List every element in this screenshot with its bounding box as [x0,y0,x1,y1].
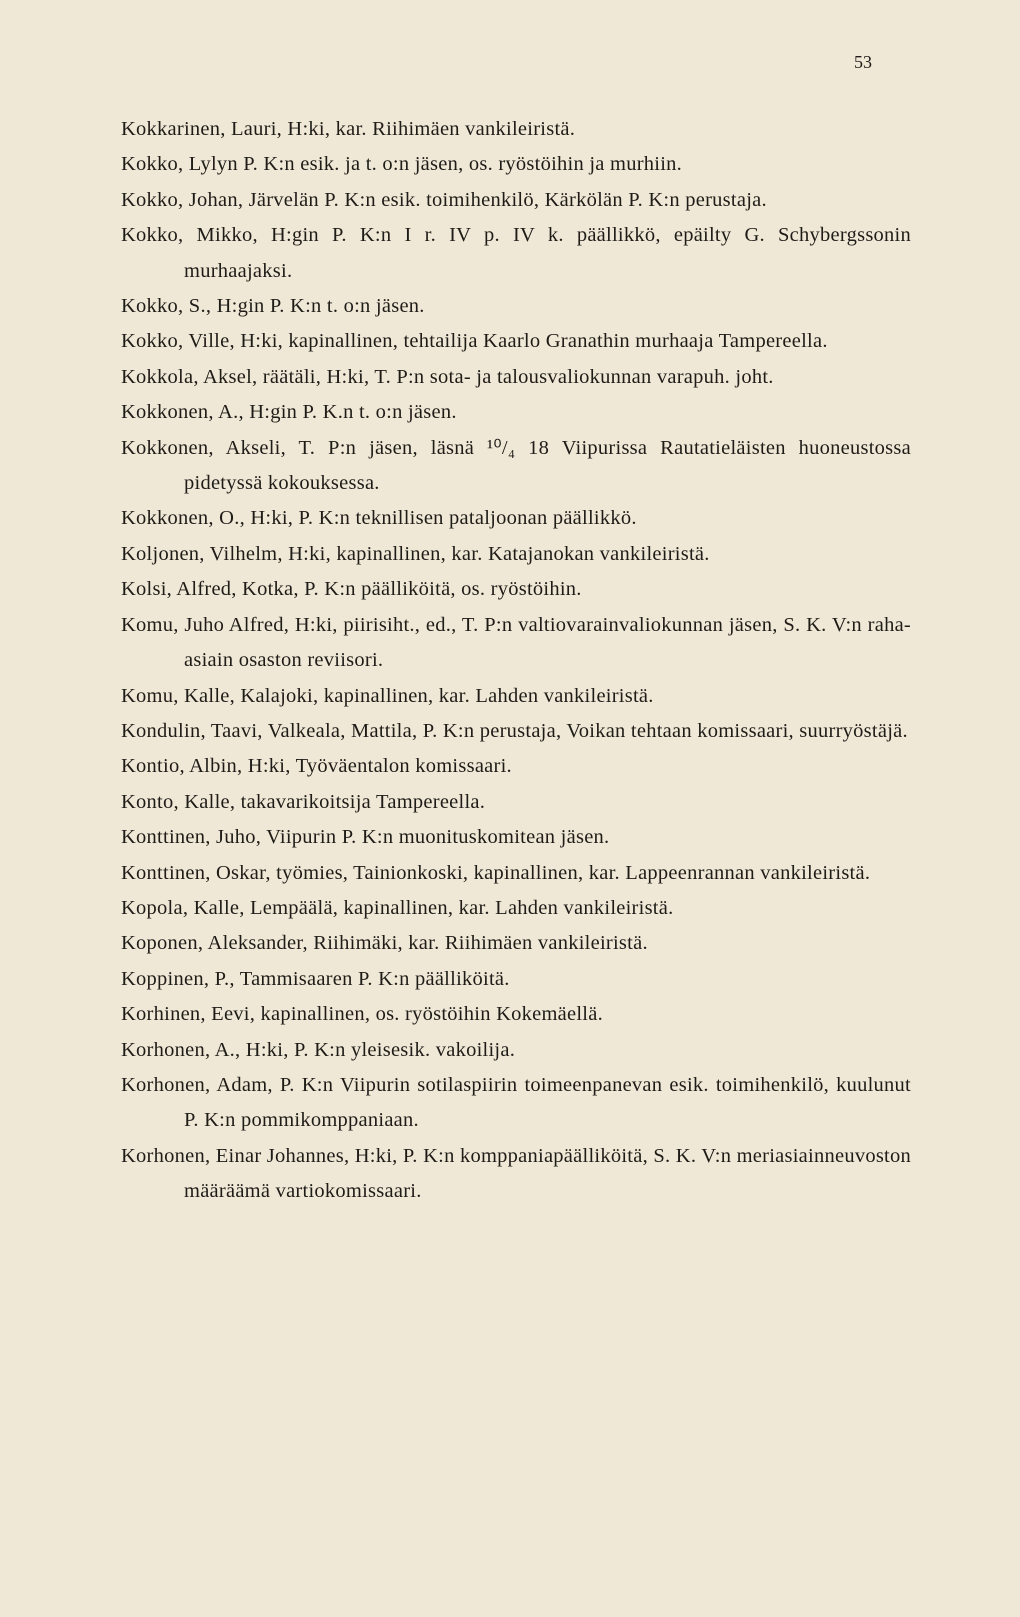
list-item: Kondulin, Taavi, Valkeala, Mattila, P. K:n perustaja, Voikan tehtaan komissaari, suurryöstäjä. [121,719,908,742]
list-item: Korhonen, Einar Johannes, H:ki, P. K:n komppaniapäälliköitä, S. K. V:n meriasiainneuvoston määräämä vartiokomissaari. [121,1144,911,1203]
list-item: Koponen, Aleksander, Riihimäki, kar. Riihimäen vankileiristä. [121,932,648,955]
list-item: Konttinen, Oskar, työmies, Tainionkoski, kapinallinen, kar. Lappeenrannan vankileiristä. [121,861,871,884]
list-item: Kokko, Lylyn P. K:n esik. ja t. o:n jäsen, os. ryöstöihin ja murhiin. [121,153,683,176]
list-item: Komu, Juho Alfred, H:ki, piirisiht., ed., T. P:n valtiovarainvaliokunnan jäsen, S. K. V:n raha-asiain osaston reviisori. [121,613,911,672]
list-item: Kokkola, Aksel, räätäli, H:ki, T. P:n sota- ja talousvaliokunnan varapuh. joht. [121,365,774,388]
list-item: Kokko, S., H:gin P. K:n t. o:n jäsen. [121,295,425,318]
list-item: Korhonen, A., H:ki, P. K:n yleisesik. vakoilija. [121,1038,516,1061]
list-item: Kokkarinen, Lauri, H:ki, kar. Riihimäen vankileiristä. [121,118,576,140]
list-item: Konttinen, Juho, Viipurin P. K:n muonituskomitean jäsen. [121,826,610,849]
list-item: Komu, Kalle, Kalajoki, kapinallinen, kar. Lahden vankileiristä. [121,684,654,707]
list-item: Koljonen, Vilhelm, H:ki, kapinallinen, kar. Katajanokan vankileiristä. [121,542,710,565]
list-item: Kopola, Kalle, Lempäälä, kapinallinen, kar. Lahden vankileiristä. [121,896,674,919]
list-item: Kontio, Albin, H:ki, Työväentalon komissaari. [121,755,512,778]
list-item: Kokko, Mikko, H:gin P. K:n I r. IV p. IV k. päällikkö, epäilty G. Schybergssonin murhaajaksi. [121,224,911,282]
entry-list [121,112,911,1210]
list-item: Korhinen, Eevi, kapinallinen, os. ryöstöihin Kokemäellä. [121,1003,603,1026]
page-number: 53 [854,52,872,72]
list-item: Kokko, Ville, H:ki, kapinallinen, tehtailija Kaarlo Granathin murhaaja Tampereella. [121,330,828,353]
list-item: Koppinen, P., Tammisaaren P. K:n päälliköitä. [121,967,510,990]
list-item: Kokkonen, Akseli, T. P:n jäsen, läsnä ¹⁰/₄ 18 Viipurissa Rautatieläisten huoneustossa pidetyssä kokouksessa. [121,436,911,495]
list-item: Kokkonen, O., H:ki, P. K:n teknillisen pataljoonan päällikkö. [121,507,637,530]
list-item: Konto, Kalle, takavarikoitsija Tampereella. [121,790,486,813]
list-item: Kokko, Johan, Järvelän P. K:n esik. toimihenkilö, Kärkölän P. K:n perustaja. [121,188,767,211]
list-item: Kokkonen, A., H:gin P. K.n t. o:n jäsen. [121,401,457,424]
list-item: Korhonen, Adam, P. K:n Viipurin sotilaspiirin toimeenpanevan esik. toimihenkilö, kuulunut P. K:n pommikomppaniaan. [121,1073,911,1132]
list-item: Kolsi, Alfred, Kotka, P. K:n päälliköitä, os. ryöstöihin. [121,578,582,601]
